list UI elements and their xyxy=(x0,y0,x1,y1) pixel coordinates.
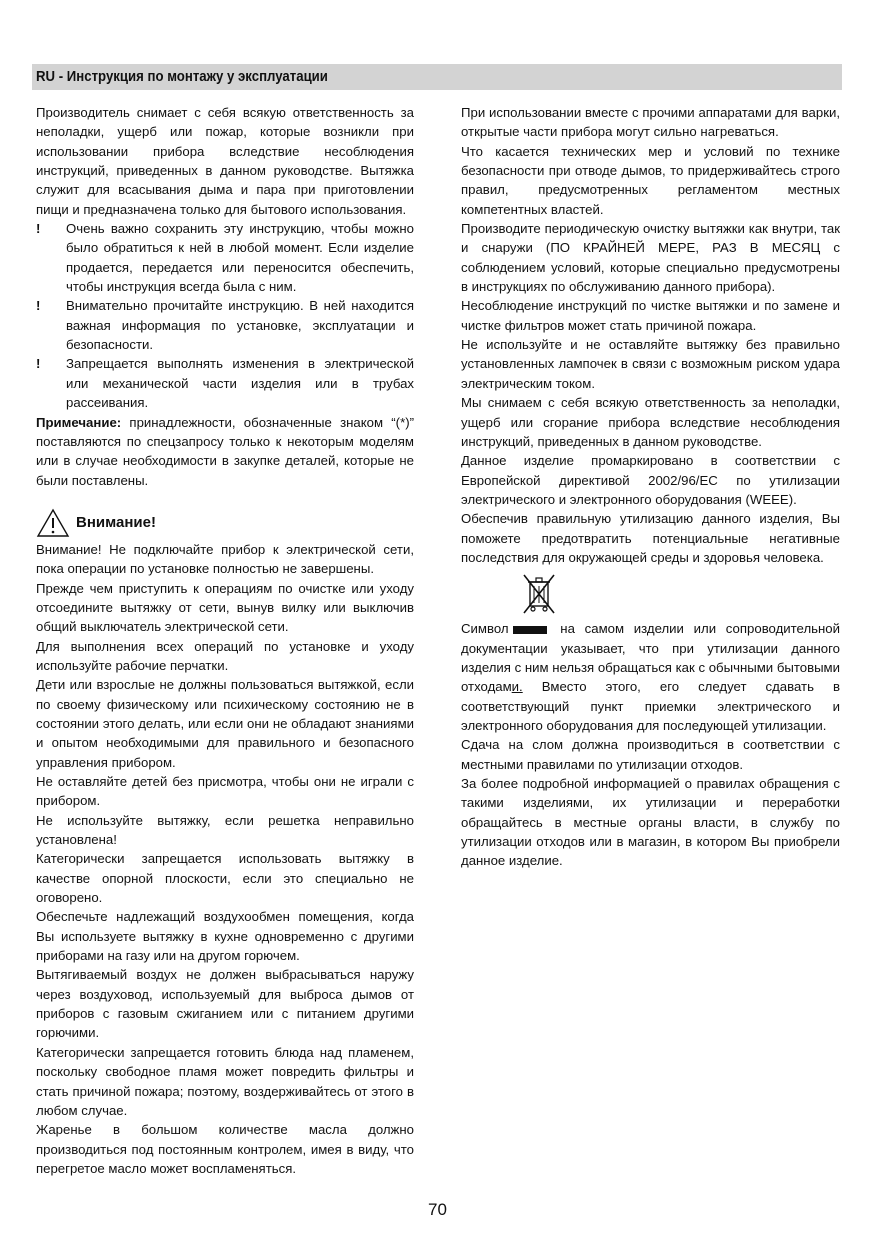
note-paragraph xyxy=(36,413,414,490)
body-paragraph: Данное изделие промаркировано в соответствии с Европейской директивой 2002/96/EC по утилизации электрического и электронного оборудования (WEEE). xyxy=(461,453,840,507)
body-paragraph: Категорически запрещается готовить блюда над пламенем, поскольку свободное пламя может повредить фильтры и стать причиной пожара; поэтому, воздерживайтесь от этого в любом случае. xyxy=(36,1044,414,1118)
body-paragraph: Что касается технических мер и условий по технике безопасности при отводе дымов, то придерживайтесь строго правил, предусмотренных регламентом местных компетентных властей. xyxy=(461,143,840,217)
intro-paragraph: Производитель снимает с себя всякую ответственность за неполадки, ущерб или пожар, которые возникли при использовании прибора вследствие несоблюдения инструкций, приведенных в данном руководстве. Вытяжка служит для всасывания дыма и пара при приготовлении пищи и предназначена только для бытового использования. xyxy=(36,105,414,217)
symbol-underlined: и. xyxy=(511,679,523,695)
warning-bullet xyxy=(36,354,414,412)
body-paragraph: Не используйте вытяжку, если решетка неправильно установлена! xyxy=(36,812,414,848)
symbol-paragraph xyxy=(461,619,840,735)
body-paragraph: Внимание! Не подключайте прибор к электрической сети, пока операции по установке полностью не завершены. xyxy=(36,541,414,577)
black-bar-icon xyxy=(513,626,547,634)
note-text: принадлежности, обозначенные знаком “(*)” поставляются по спецзапросу только к некоторым моделям или в случае необходимости в закупке деталей, которые не были поставлены. xyxy=(36,414,414,488)
body-paragraph: Прежде чем приступить к операциям по очистке или уходу отсоедините вытяжку от сети, вынув вилку или выключив общий выключатель электрической сети. xyxy=(36,580,414,635)
symbol-text: на самом изделии или сопроводительной документации указывает, что при утилизации данного изделия с ним нельзя обращаться как с обычными бытовыми отходам xyxy=(461,621,840,695)
exclamation-icon: ! xyxy=(36,356,41,372)
body-paragraph: Обеспечьте надлежащий воздухообмен помещения, когда Вы используете вытяжку в кухне одновременно с другими приборами на газу или на другом горючем. xyxy=(36,909,414,964)
right-column xyxy=(461,103,840,871)
symbol-text-end: Вместо этого, его следует сдавать в соответствующий пункт приемки электрического и электронного оборудования для последующей утилизации. xyxy=(461,679,840,733)
warning-triangle-icon xyxy=(36,508,70,538)
body-paragraph: Вытягиваемый воздух не должен выбрасываться наружу через воздуховод, используемый для выброса дымов от приборов с газовым сжиганием или с питанием другими горючими. xyxy=(36,967,414,1041)
section-title: RU - Инструкция по монтажу у эксплуатации xyxy=(36,68,328,85)
body-paragraph: Несоблюдение инструкций по чистке вытяжки и по замене и чистке фильтров может стать причиной пожара. xyxy=(461,298,840,333)
warning-bullet xyxy=(36,219,414,296)
crossed-bin-icon xyxy=(519,573,559,617)
body-paragraph: Жаренье в большом количестве масла должно производиться под постоянным контролем, имея в виду, что перегретое масло может воспламеняться. xyxy=(36,1122,414,1176)
body-paragraph: За более подробной информацией о правилах обращения с такими изделиями, их утилизации и переработки обращайтесь в местные органы власти, в службу по утилизации отходов или в магазин, в котором Вы приобрели данное изделие. xyxy=(461,776,840,869)
exclamation-icon: ! xyxy=(36,298,41,314)
note-label: Примечание: xyxy=(36,414,122,430)
body-paragraph: Не используйте и не оставляйте вытяжку без правильно установленных лампочек в связи с возможным риском удара электрическим током. xyxy=(461,337,840,391)
bullet-text: Запрещается выполнять изменения в электрической или механической части изделия или в трубах рассеивания. xyxy=(66,356,414,411)
body-paragraph: Обеспечив правильную утилизацию данного изделия, Вы поможете предотвратить потенциальные негативные последствия для окружающей среды и здоровья человека. xyxy=(461,511,840,565)
warning-heading xyxy=(36,506,414,540)
body-paragraph: Производите периодическую очистку вытяжки как внутри, так и снаружи (ПО КРАЙНЕЙ МЕРЕ, РАЗ В МЕСЯЦ с соблюдением условий, которые специально предусмотрены в инструкциях по обслуживанию данного прибора). xyxy=(461,221,840,295)
warning-title: Внимание! xyxy=(76,514,156,532)
page-number: 70 xyxy=(428,1200,447,1219)
left-column xyxy=(36,103,414,1178)
exclamation-icon: ! xyxy=(36,221,41,237)
body-paragraph: Дети или взрослые не должны пользоваться вытяжкой, если по своему физическому или психическому состоянию не в состоянии этого делать, или если они не обладают знаниями и опытом необходимыми для правильного и безопасного управления прибором. xyxy=(36,677,414,770)
bullet-text: Очень важно сохранить эту инструкцию, чтобы можно было обратиться к ней в любой момент. Если изделие продается, передается или переносится обеспечить, чтобы инструкция всегда была с ним. xyxy=(66,221,414,295)
symbol-label: Символ xyxy=(461,621,509,637)
body-paragraph: Мы снимаем с себя всякую ответственность за неполадки, ущерб или сгорание прибора вследствие несоблюдения инструкций, приведенных в данном руководстве. xyxy=(461,395,840,449)
body-paragraph: Не оставляйте детей без присмотра, чтобы они не играли с прибором. xyxy=(36,774,414,809)
body-paragraph: Сдача на слом должна производиться в соответствии с местными правилами по утилизации отходов. xyxy=(461,737,840,772)
weee-symbol xyxy=(461,571,840,619)
body-paragraph: Для выполнения всех операций по установке и уходу используйте рабочие перчатки. xyxy=(36,638,414,673)
body-paragraph: При использовании вместе с прочими аппаратами для варки, открытые части прибора могут сильно нагреваться. xyxy=(461,105,840,140)
section-header-bar xyxy=(32,64,842,90)
bullet-text: Внимательно прочитайте инструкцию. В ней находится важная информация по установке, эксплуатации и безопасности. xyxy=(66,298,414,353)
warning-bullet xyxy=(36,296,414,354)
body-paragraph: Категорически запрещается использовать вытяжку в качестве опорной плоскости, если это специально не оговорено. xyxy=(36,851,414,906)
